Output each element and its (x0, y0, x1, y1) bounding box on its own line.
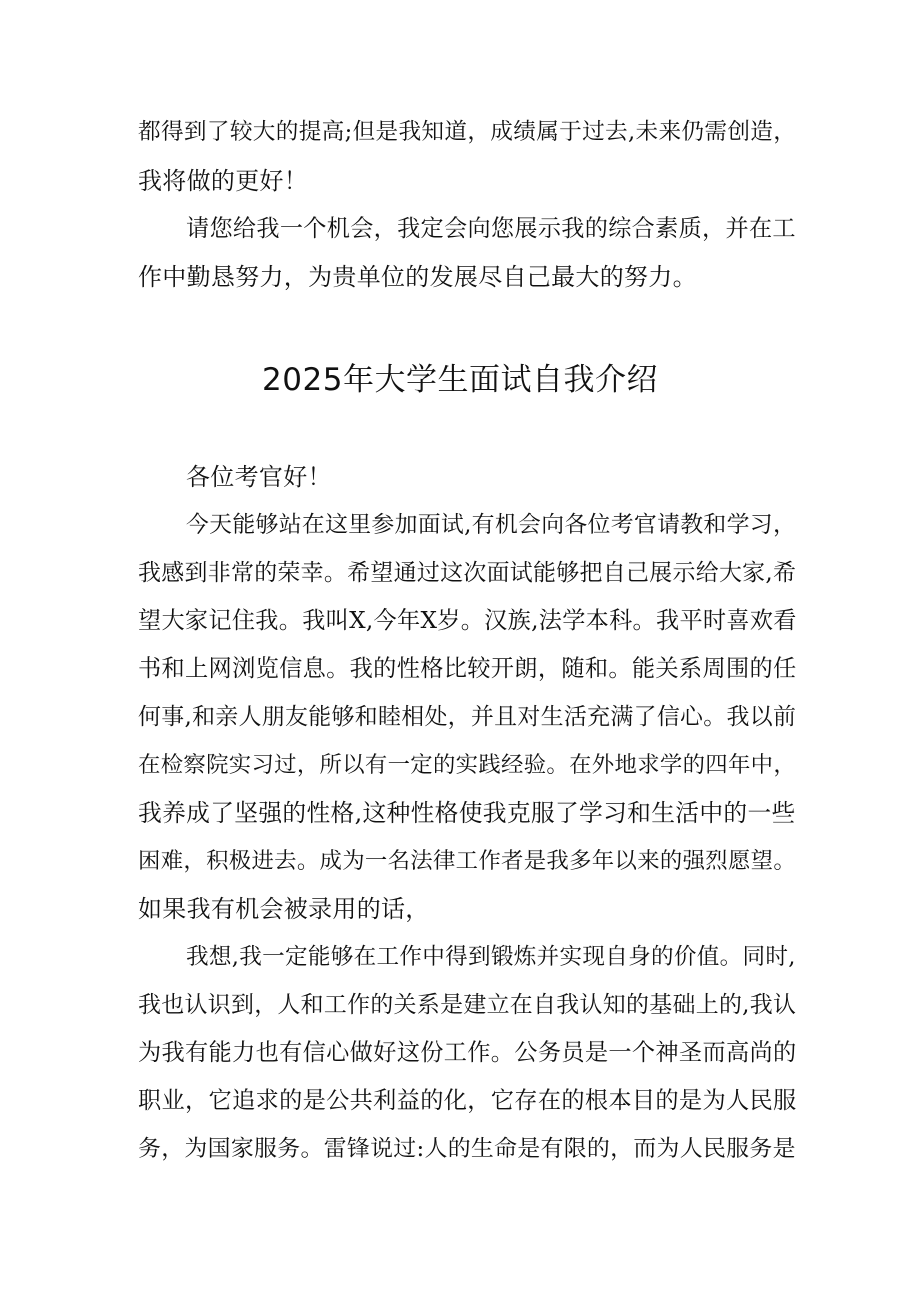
paragraph-line: 困难，积极进去。成为一名法律工作者是我多年以来的强烈愿望。 (138, 848, 797, 874)
paragraph-line: 我想,我一定能够在工作中得到锻炼并实现自身的价值。同时, (186, 944, 796, 970)
greeting-line: 各位考官好！ (186, 463, 332, 491)
paragraph-line: 我将做的更好！ (138, 167, 309, 195)
paragraph-line: 职业，它追求的是公共利益的化，它存在的根本目的是为人民服 (138, 1087, 797, 1114)
paragraph-line: 我感到非常的荣幸。希望通过这次面试能够把自己展示给大家,希 (138, 560, 797, 586)
paragraph-line: 在检察院实习过，所以有一定的实践经验。在外地求学的四年中， (138, 752, 797, 778)
document-title: 2025年大学生面试自我介绍 (262, 362, 658, 398)
paragraph-line: 都得到了较大的提高;但是我知道，成绩属于过去,未来仍需创造， (138, 119, 797, 145)
paragraph-line: 我也认识到，人和工作的关系是建立在自我认知的基础上的,我认 (138, 992, 797, 1018)
paragraph-line: 书和上网浏览信息。我的性格比较开朗，随和。能关系周围的任 (138, 655, 797, 682)
paragraph-line: 务，为国家服务。雷锋说过:人的生命是有限的，而为人民服务是 (138, 1136, 796, 1162)
paragraph-line: 望大家记住我。我叫X,今年X岁。汉族,法学本科。我平时喜欢看 (138, 608, 797, 634)
paragraph-line: 如果我有机会被录用的话， (138, 895, 430, 923)
paragraph-line: 请您给我一个机会，我定会向您展示我的综合素质，并在工 (186, 216, 796, 242)
paragraph-line: 作中勤恳努力，为贵单位的发展尽自己最大的努力。 (138, 263, 697, 291)
paragraph-line: 今天能够站在这里参加面试,有机会向各位考官请教和学习， (186, 512, 797, 538)
paragraph-line: 我养成了坚强的性格,这种性格使我克服了学习和生活中的一些 (138, 799, 796, 827)
paragraph-line: 何事,和亲人朋友能够和睦相处，并且对生活充满了信心。我以前 (138, 704, 797, 730)
paragraph-line: 为我有能力也有信心做好这份工作。公务员是一个神圣而高尚的 (138, 1039, 797, 1066)
